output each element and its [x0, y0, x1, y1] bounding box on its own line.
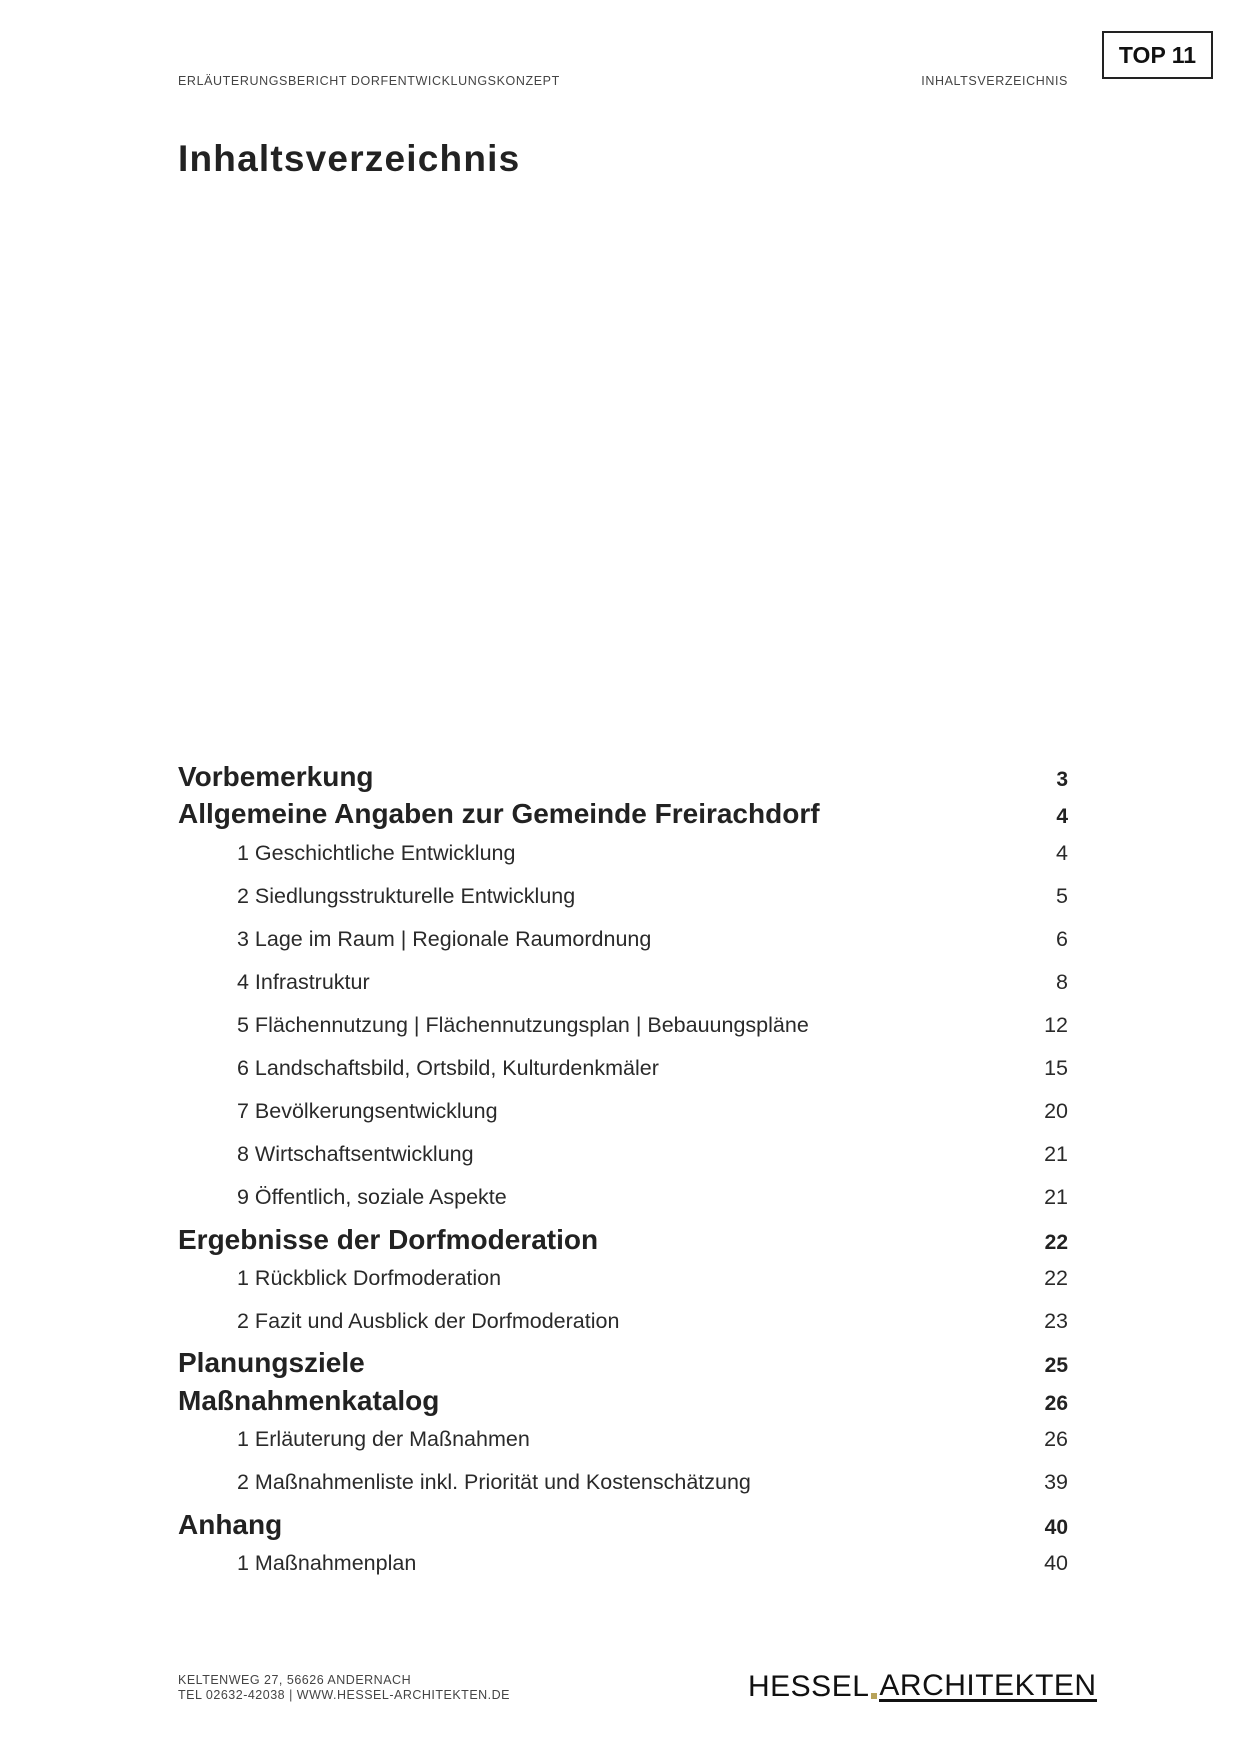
toc-entry-page: 25 [1044, 1354, 1068, 1377]
toc-entry-label: Vorbemerkung [178, 761, 374, 792]
toc-entry-section[interactable] [178, 1185, 1068, 1210]
running-header-section: INHALTSVERZEICHNIS [921, 74, 1068, 88]
footer-contact-line: TEL 02632-42038 | WWW.HESSEL-ARCHITEKTEN.DE [178, 1688, 511, 1702]
toc-entry-page: 23 [1044, 1309, 1068, 1333]
top-badge: TOP 11 [1102, 31, 1213, 79]
toc-entry-page: 26 [1044, 1427, 1068, 1451]
toc-entry-label: 3 Lage im Raum | Regionale Raumordnung [237, 927, 652, 951]
toc-entry-label: 8 Wirtschaftsentwicklung [237, 1142, 474, 1166]
toc-entry-chapter[interactable] [178, 1347, 1068, 1379]
toc-entry-section[interactable] [178, 1470, 1068, 1495]
toc-entry-page: 8 [1056, 970, 1068, 994]
toc-entry-page: 5 [1056, 884, 1068, 908]
toc-entry-label: 1 Rückblick Dorfmoderation [237, 1266, 502, 1290]
toc-entry-page: 21 [1044, 1185, 1068, 1209]
toc-entry-label: 9 Öffentlich, soziale Aspekte [237, 1185, 507, 1209]
footer-address-line: KELTENWEG 27, 56626 ANDERNACH [178, 1673, 412, 1687]
toc-entry-label: 1 Geschichtliche Entwicklung [237, 841, 516, 865]
toc-entry-page: 4 [1056, 805, 1068, 828]
toc-entry-label: 6 Landschaftsbild, Ortsbild, Kulturdenkmäler [237, 1056, 659, 1080]
toc-entry-section[interactable] [178, 1551, 1068, 1576]
toc-entry-label: 5 Flächennutzung | Flächennutzungsplan | Bebauungspläne [237, 1013, 809, 1037]
toc-entry-section[interactable] [178, 1309, 1068, 1334]
toc-entry-label: 2 Fazit und Ausblick der Dorfmoderation [237, 1309, 620, 1333]
toc-entry-label: 2 Maßnahmenliste inkl. Priorität und Kostenschätzung [237, 1470, 751, 1494]
toc-entry-label: Planungsziele [178, 1347, 365, 1378]
company-logo [748, 1668, 1097, 1702]
toc-entry-section[interactable] [178, 1056, 1068, 1081]
logo-dot-icon [871, 1693, 877, 1699]
toc-entry-section[interactable] [178, 1142, 1068, 1167]
toc-entry-label: Anhang [178, 1509, 283, 1540]
toc-entry-page: 3 [1056, 768, 1068, 791]
toc-entry-label: 1 Erläuterung der Maßnahmen [237, 1427, 530, 1451]
toc-entry-section[interactable] [178, 927, 1068, 952]
toc-entry-label: Maßnahmenkatalog [178, 1385, 440, 1416]
toc-entry-page: 15 [1044, 1056, 1068, 1080]
toc-entry-page: 6 [1056, 927, 1068, 951]
toc-entry-page: 22 [1044, 1231, 1068, 1254]
page-title: Inhaltsverzeichnis [178, 138, 521, 179]
running-header-document-title: ERLÄUTERUNGSBERICHT DORFENTWICKLUNGSKONZEPT [178, 74, 560, 88]
toc-entry-section[interactable] [178, 841, 1068, 866]
logo-text-architekten: ARCHITEKTEN [879, 1669, 1097, 1702]
toc-entry-label: 1 Maßnahmenplan [237, 1551, 417, 1575]
toc-entry-chapter[interactable] [178, 798, 1068, 830]
toc-entry-label: 2 Siedlungsstrukturelle Entwicklung [237, 884, 576, 908]
toc-entry-label: 4 Infrastruktur [237, 970, 370, 994]
toc-entry-page: 4 [1056, 841, 1068, 865]
toc-entry-page: 39 [1044, 1470, 1068, 1494]
toc-entry-page: 40 [1044, 1516, 1068, 1539]
toc-entry-page: 26 [1044, 1392, 1068, 1415]
toc-entry-section[interactable] [178, 884, 1068, 909]
toc-entry-chapter[interactable] [178, 1224, 1068, 1256]
toc-entry-section[interactable] [178, 1427, 1068, 1452]
toc-entry-section[interactable] [178, 1013, 1068, 1038]
toc-entry-chapter[interactable] [178, 1509, 1068, 1541]
logo-text-hessel: HESSEL [748, 1670, 870, 1703]
toc-entry-section[interactable] [178, 970, 1068, 995]
toc-entry-label: Allgemeine Angaben zur Gemeinde Freirachdorf [178, 798, 820, 829]
toc-entry-label: 7 Bevölkerungsentwicklung [237, 1099, 498, 1123]
toc-entry-chapter[interactable] [178, 1385, 1068, 1417]
toc-entry-section[interactable] [178, 1099, 1068, 1124]
toc-entry-page: 21 [1044, 1142, 1068, 1166]
footer-address [178, 1673, 510, 1703]
toc-entry-page: 40 [1044, 1551, 1068, 1575]
toc-entry-section[interactable] [178, 1266, 1068, 1291]
toc-entry-page: 22 [1044, 1266, 1068, 1290]
toc-entry-page: 20 [1044, 1099, 1068, 1123]
toc-entry-label: Ergebnisse der Dorfmoderation [178, 1224, 599, 1255]
toc-entry-page: 12 [1044, 1013, 1068, 1037]
toc-entry-chapter[interactable] [178, 761, 1068, 793]
